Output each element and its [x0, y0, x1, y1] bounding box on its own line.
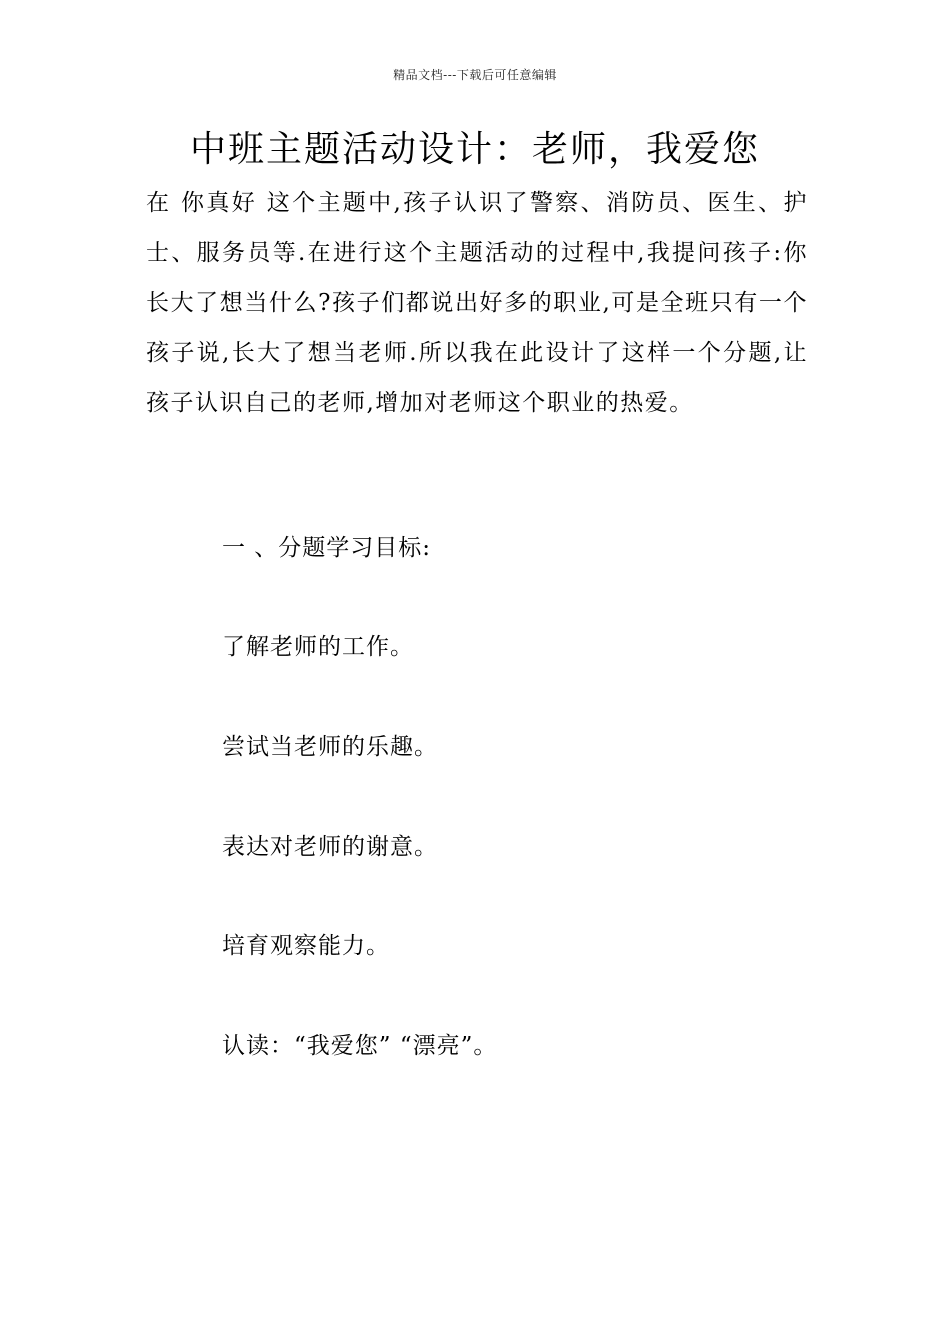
- goal-item: 认读：“我爱您” “漂亮”。: [222, 1033, 498, 1059]
- goal-item: 尝试当老师的乐趣。: [222, 734, 438, 760]
- goal-item: 培育观察能力。: [222, 933, 390, 959]
- intro-paragraph: 在 你真好 这个主题中,孩子认识了警察、消防员、医生、护士、服务员等.在进行这个主题活动的过程中,我提问孩子:你长大了想当什么?孩子们都说出好多的职业,可是全班只有一个孩子说,长大了想当老师.所以我在此设计了这样一个分题,让孩子认识自己的老师,增加对老师这个职业的热爱。: [146, 190, 808, 416]
- goal-item: 表达对老师的谢意。: [222, 834, 438, 860]
- document-title: 中班主题活动设计：老师，我爱您: [189, 129, 760, 170]
- section-heading-goals: 一 、分题学习目标:: [222, 535, 432, 561]
- goal-item: 了解老师的工作。: [222, 634, 414, 660]
- header-note: 精品文档---下载后可任意编辑: [393, 68, 557, 82]
